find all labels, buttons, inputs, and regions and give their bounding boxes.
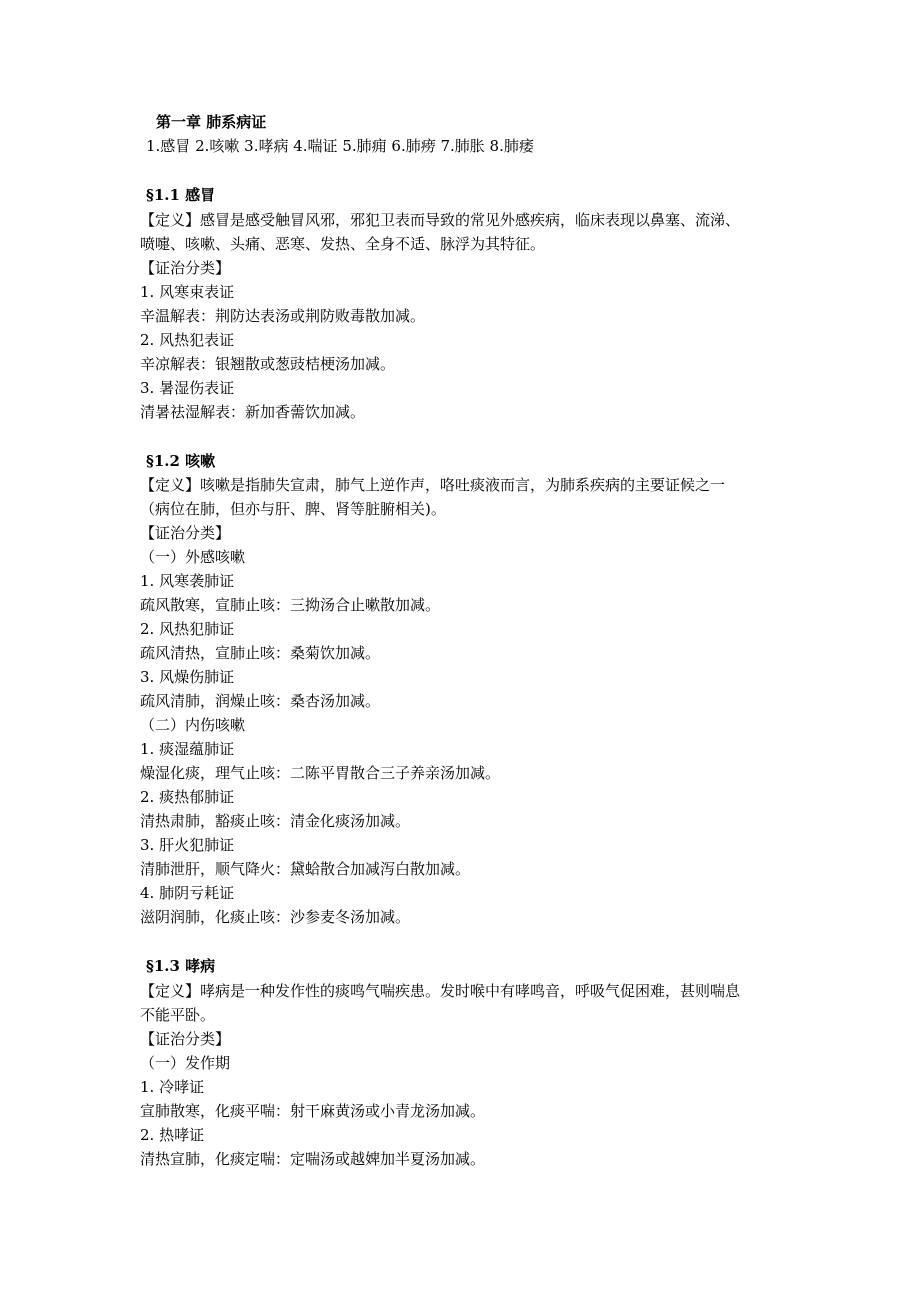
section-heading-1-3: §1.3 哮病	[146, 957, 216, 975]
definition-line: 【定义】哮病是一种发作性的痰鸣气喘疾患。发时喉中有哮鸣音，呼吸气促困难，甚则喘息	[140, 982, 741, 1000]
chapter-title: 第一章 肺系病证	[156, 113, 267, 131]
syndrome-item: 3. 暑湿伤表证	[140, 379, 235, 397]
syndrome-item: 1. 痰湿蕴肺证	[140, 740, 235, 758]
syndrome-item: 2. 风热犯表证	[140, 331, 235, 349]
definition-line: （病位在肺，但亦与肝、脾、肾等脏腑相关)。	[140, 500, 446, 518]
treatment-item: 清热肃肺，豁痰止咳：清金化痰汤加减。	[140, 812, 411, 830]
treatment-item: 辛温解表：荆防达表汤或荆防败毒散加减。	[140, 307, 426, 325]
syndrome-item: 2. 痰热郁肺证	[140, 788, 235, 806]
classification-label: 【证治分类】	[140, 524, 231, 542]
subcategory-heading: （二）内伤咳嗽	[140, 716, 246, 734]
treatment-item: 滋阴润肺，化痰止咳：沙参麦冬汤加减。	[140, 908, 411, 926]
definition-line: 【定义】咳嗽是指肺失宣肃，肺气上逆作声，咯吐痰液而言，为肺系疾病的主要证候之一	[140, 476, 726, 494]
syndrome-item: 3. 风燥伤肺证	[140, 668, 235, 686]
subcategory-heading: （一）外感咳嗽	[140, 548, 246, 566]
treatment-item: 宣肺散寒，化痰平喘：射干麻黄汤或小青龙汤加减。	[140, 1102, 486, 1120]
treatment-item: 疏风散寒，宣肺止咳：三拗汤合止嗽散加减。	[140, 596, 441, 614]
syndrome-item: 2. 热哮证	[140, 1126, 205, 1144]
treatment-item: 疏风清热，宣肺止咳：桑菊饮加减。	[140, 644, 381, 662]
treatment-item: 燥湿化痰，理气止咳：二陈平胃散合三子养亲汤加减。	[140, 764, 501, 782]
syndrome-item: 3. 肝火犯肺证	[140, 836, 235, 854]
syndrome-item: 2. 风热犯肺证	[140, 620, 235, 638]
syndrome-item: 1. 风寒束表证	[140, 283, 235, 301]
treatment-item: 清热宣肺，化痰定喘：定喘汤或越婢加半夏汤加减。	[140, 1150, 486, 1168]
definition-line: 【定义】感冒是感受触冒风邪，邪犯卫表而导致的常见外感疾病，临床表现以鼻塞、流涕、	[140, 211, 741, 229]
treatment-item: 清暑祛湿解表：新加香薷饮加减。	[140, 403, 366, 421]
chapter-topic-list: 1.感冒 2.咳嗽 3.哮病 4.喘证 5.肺痈 6.肺痨 7.肺胀 8.肺痿	[146, 137, 534, 155]
definition-line: 不能平卧。	[140, 1006, 216, 1024]
syndrome-item: 4. 肺阴亏耗证	[140, 884, 235, 902]
treatment-item: 清肺泄肝，顺气降火：黛蛤散合加减泻白散加减。	[140, 860, 471, 878]
section-heading-1-1: §1.1 感冒	[146, 186, 216, 204]
treatment-item: 辛凉解表：银翘散或葱豉桔梗汤加减。	[140, 355, 396, 373]
classification-label: 【证治分类】	[140, 1030, 231, 1048]
definition-line: 喷嚏、咳嗽、头痛、恶寒、发热、全身不适、脉浮为其特征。	[140, 235, 546, 253]
section-heading-1-2: §1.2 咳嗽	[146, 452, 216, 470]
treatment-item: 疏风清肺，润燥止咳：桑杏汤加减。	[140, 692, 381, 710]
classification-label: 【证治分类】	[140, 259, 231, 277]
syndrome-item: 1. 冷哮证	[140, 1078, 205, 1096]
subcategory-heading: （一）发作期	[140, 1054, 231, 1072]
syndrome-item: 1. 风寒袭肺证	[140, 572, 235, 590]
